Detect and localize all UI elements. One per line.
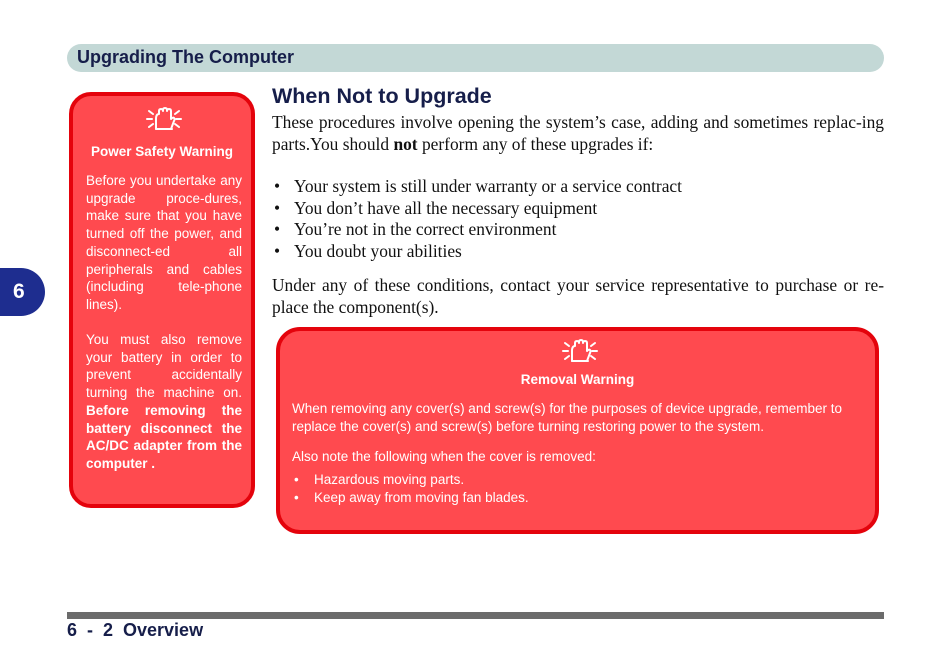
intro-text-before: These procedures involve opening the system’s case, adding and sometimes replac-ing parts.You should — [272, 112, 884, 154]
removal-hazards-list — [292, 471, 868, 506]
bullet: • — [294, 472, 299, 487]
upgrade-conditions-list — [272, 176, 884, 262]
removal-warning-title: Removal Warning — [520, 372, 635, 387]
removal-warning-box — [276, 327, 879, 534]
list-item — [292, 471, 868, 489]
battery-note-text: You must also remove your battery in order to prevent accidentally turning the machine on. — [86, 332, 242, 401]
power-safety-warning-box — [69, 92, 255, 508]
list-item-text: You don’t have all the necessary equipment — [294, 197, 598, 218]
page-heading: When Not to Upgrade — [272, 84, 492, 108]
page-footer: 6 - 2 Overview — [67, 620, 204, 640]
list-item-text: Keep away from moving fan blades. — [314, 489, 529, 505]
list-item — [292, 489, 868, 507]
list-item-text: You’re not in the correct environment — [294, 219, 557, 239]
power-warning-paragraph: Before you undertake any upgrade proce-dures, make sure that you have turned off the power, and disconnect-ed all peripherals and cables (including tele-phone lines). — [86, 173, 242, 312]
battery-note-bold: Before removing the battery disconnect the AC/DC adapter from the computer . — [86, 402, 242, 471]
removal-warning-note: Also note the following when the cover is removed: — [292, 449, 596, 464]
bullet: • — [274, 176, 281, 196]
list-item-text: You doubt your abilities — [294, 240, 462, 261]
list-item-text: Your system is still under warranty or a service contract — [294, 176, 682, 196]
intro-emphasis: not — [393, 133, 418, 154]
chapter-tab — [0, 268, 45, 316]
conclusion-paragraph: Under any of these conditions, contact your service representative to purchase or re-place the component(s). — [272, 275, 884, 317]
warning-hand-icon — [561, 337, 599, 367]
bullet: • — [274, 240, 281, 261]
list-item — [272, 241, 884, 263]
power-warning-battery-paragraph — [86, 331, 242, 473]
footer-rule — [67, 612, 884, 619]
list-item — [272, 198, 884, 220]
list-item — [272, 219, 884, 241]
section-title: Upgrading The Computer — [77, 47, 294, 67]
intro-paragraph — [272, 112, 884, 155]
power-warning-title: Power Safety Warning — [90, 144, 234, 159]
list-item-text: Hazardous moving parts. — [314, 472, 465, 487]
bullet: • — [274, 197, 281, 218]
intro-text-after: perform any of these upgrades if: — [417, 133, 654, 154]
bullet: • — [274, 219, 281, 239]
section-header-bar — [67, 44, 884, 72]
chapter-number: 6 — [13, 280, 25, 303]
bullet: • — [294, 489, 299, 505]
list-item — [272, 176, 884, 198]
warning-hand-icon — [145, 105, 183, 135]
removal-warning-paragraph: When removing any cover(s) and screw(s) for the purposes of device upgrade, remember to replace the cover(s) and screw(s) before turning restoring power to the system. — [292, 401, 842, 434]
